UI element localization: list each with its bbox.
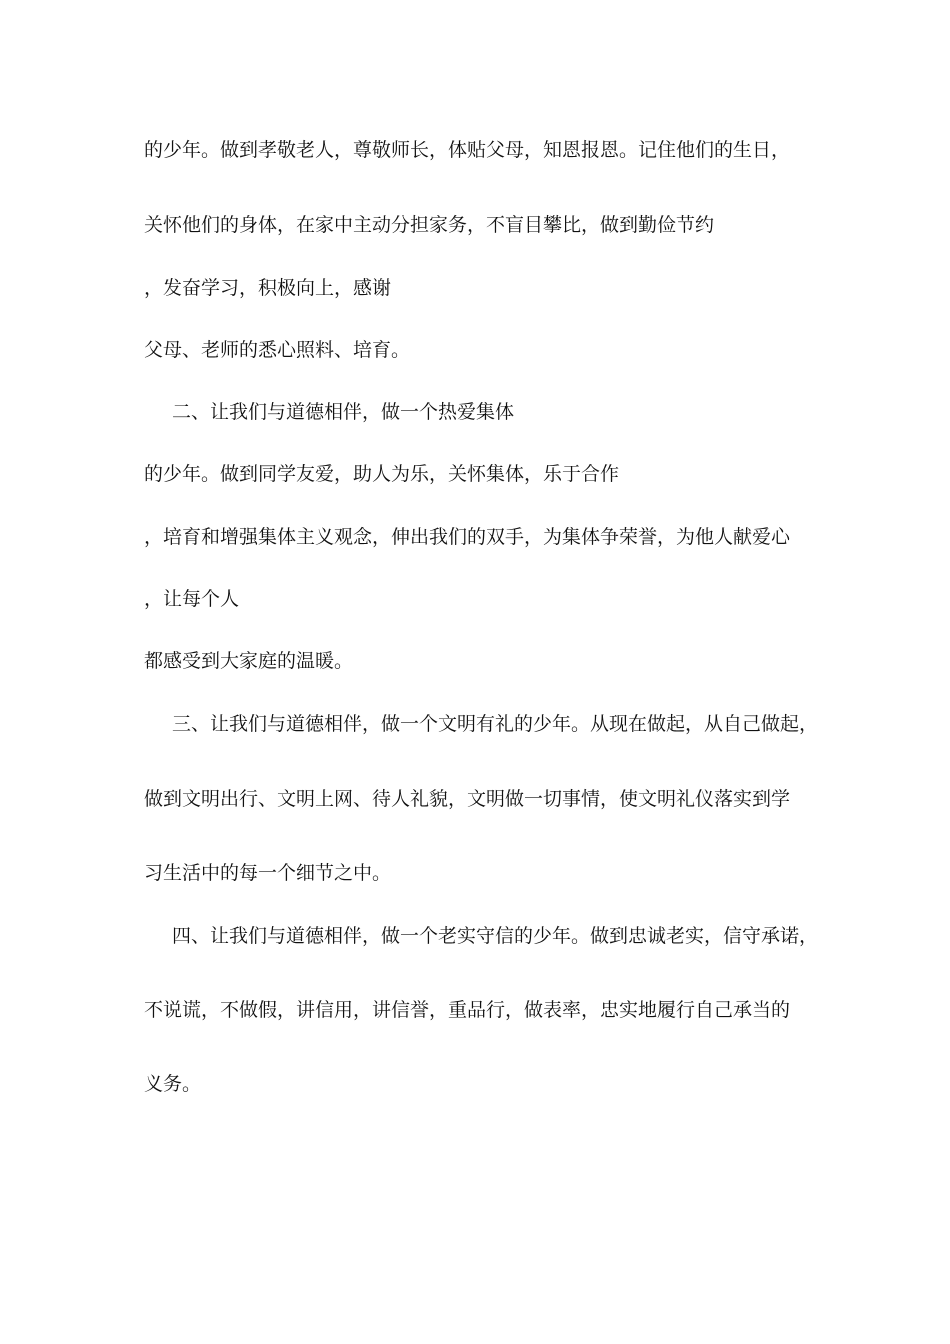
text-line: 都感受到大家庭的温暖。: [144, 650, 354, 672]
text-line: 的少年。做到同学友爱，助人为乐，关怀集体，乐于合作: [144, 463, 620, 485]
text-line: ，让每个人: [144, 588, 240, 610]
text-line: 义务。: [144, 1073, 202, 1095]
section-heading-4: 四、让我们与道德相伴，做一个老实守信的少年。做到忠诚老实，信守承诺，: [172, 925, 819, 947]
text-line: ，培育和增强集体主义观念，伸出我们的双手，为集体争荣誉，为他人献爱心: [144, 526, 791, 548]
text-line: 关怀他们的身体，在家中主动分担家务，不盲目攀比，做到勤俭节约: [144, 214, 715, 236]
text-line: 父母、老师的悉心照料、培育。: [144, 339, 411, 361]
section-heading-2: 二、让我们与道德相伴，做一个热爱集体: [172, 401, 515, 423]
section-heading-3: 三、让我们与道德相伴，做一个文明有礼的少年。从现在做起，从自己做起，: [172, 713, 819, 735]
text-line: 的少年。做到孝敬老人，尊敬师长，体贴父母，知恩报恩。记住他们的生日，: [144, 139, 791, 161]
text-line: 习生活中的每一个细节之中。: [144, 862, 392, 884]
text-line: ，发奋学习，积极向上，感谢: [144, 277, 392, 299]
text-line: 做到文明出行、文明上网、待人礼貌，文明做一切事情，使文明礼仪落实到学: [144, 788, 791, 810]
text-line: 不说谎，不做假，讲信用，讲信誉，重品行，做表率，忠实地履行自己承当的: [144, 999, 791, 1021]
